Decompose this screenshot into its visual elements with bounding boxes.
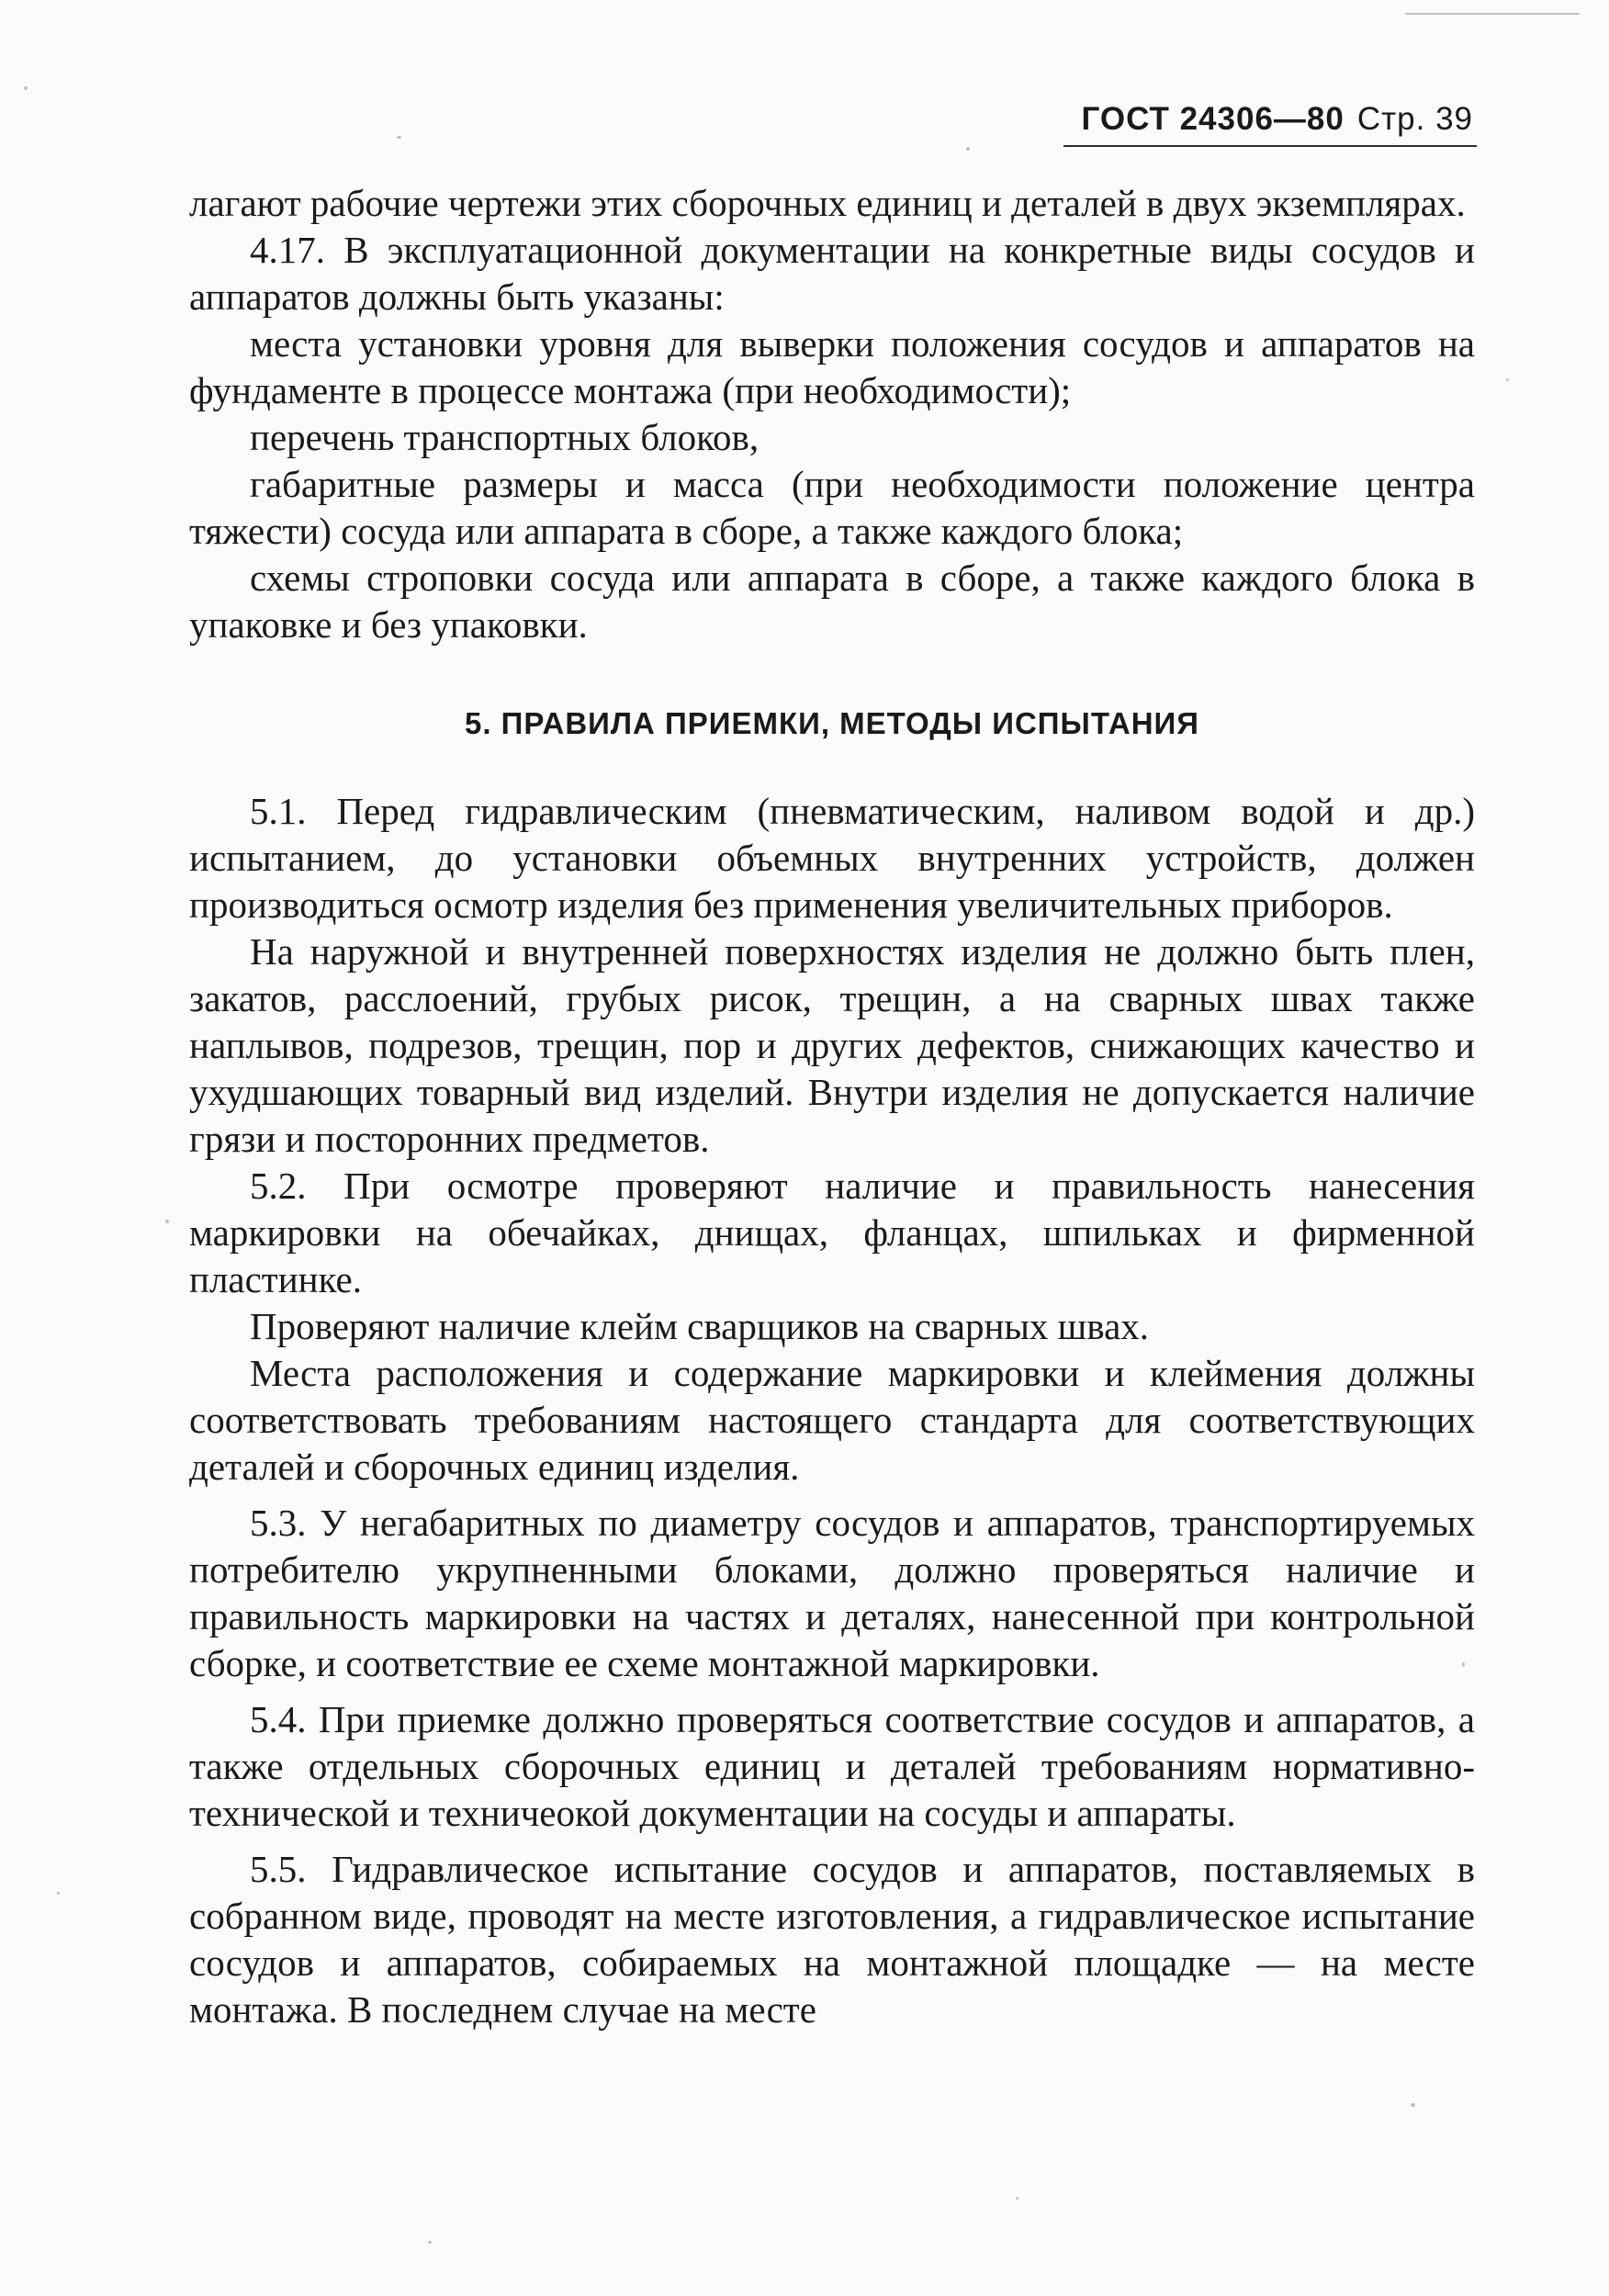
list-item-dimensions-mass: габаритные размеры и масса (при необходимости положение центра тяжести) сосуда или аппарата в сборе, а также каждого блока; xyxy=(189,463,1475,552)
paragraph-marking-placement: Места расположения и содержание маркировки и клеймения должны соответствовать требованиям настоящего стандарта для соответствующих деталей и сборочных единиц изделия. xyxy=(189,1352,1475,1488)
paragraph-continuation: лагают рабочие чертежи этих сборочных единиц и деталей в двух экземплярах. xyxy=(189,182,1466,224)
paragraph-surface-defects: На наружной и внутренней поверхностях изделия не должно быть плен, закатов, расслоений, грубых рисок, трещин, а на сварных швах также наплывов, подрезов, трещин, пор и других дефектов, снижающих качество и ухудшающих товарный вид изделий. Внутри изделия не допускается наличие грязи и посторонних предметов. xyxy=(189,930,1475,1160)
paragraph-5-2: 5.2. При осмотре проверяют наличие и правильность нанесения маркировки на обечайках, днищах, фланцах, шпильках и фирменной пластинке. xyxy=(189,1165,1475,1300)
scan-speck xyxy=(57,1892,60,1895)
page-number: Стр. 39 xyxy=(1356,101,1473,137)
list-item-slinging-schemes: схемы строповки сосуда или аппарата в сборе, а также каждого блока в упаковке и без упаковки. xyxy=(189,557,1475,646)
document-body xyxy=(189,180,1475,2033)
paragraph-4-17: 4.17. В эксплуатационной документации на конкретные виды сосудов и аппаратов должны быть указаны: xyxy=(189,229,1475,318)
scan-speck xyxy=(966,147,970,151)
scan-speck xyxy=(165,1220,169,1223)
paragraph-5-5: 5.5. Гидравлическое испытание сосудов и аппаратов, поставляемых в собранном виде, проводят на месте изготовления, а гидравлическое испытание сосудов и аппаратов, собираемых на монтажной площадке — на месте монтажа. В последнем случае на месте xyxy=(189,1848,1475,2031)
scan-speck xyxy=(1506,378,1509,381)
scan-speck xyxy=(1016,2197,1018,2200)
paragraph-welder-stamps: Проверяют наличие клейм сварщиков на сварных швах. xyxy=(250,1305,1150,1347)
paragraph-5-1: 5.1. Перед гидравлическим (пневматическим, наливом водой и др.) испытанием, до установки объемных внутренних устройств, должен производиться осмотр изделия без применения увеличительных приборов. xyxy=(189,790,1475,926)
paragraph-5-4: 5.4. При приемке должно проверяться соответствие сосудов и аппаратов, а также отдельных сборочных единиц и деталей требованиям нормативно-технической и техничеокой документации на сосуды и аппараты. xyxy=(189,1698,1475,1834)
scan-speck xyxy=(397,136,401,139)
page-header xyxy=(1081,101,1473,138)
section-heading: 5. ПРАВИЛА ПРИЕМКИ, МЕТОДЫ ИСПЫТАНИЯ xyxy=(464,706,1199,740)
document-code: ГОСТ 24306—80 xyxy=(1081,101,1345,137)
list-item-leveling-points: места установки уровня для выверки положения сосудов и аппаратов на фундаменте в процессе монтажа (при необходимости); xyxy=(189,322,1475,411)
scan-edge-mark xyxy=(1405,13,1580,15)
scan-speck xyxy=(24,86,28,90)
list-item-transport-blocks: перечень транспортных блоков, xyxy=(250,416,759,458)
paragraph-5-3: 5.3. У негабаритных по диаметру сосудов и аппаратов, транспортируемых потребителю укрупненными блоками, должно проверяться наличие и правильность маркировки на частях и деталях, нанесенной при контрольной сборке, и соответствие ее схеме монтажной маркировки. xyxy=(189,1502,1475,1684)
scan-speck xyxy=(1411,2103,1415,2107)
scan-speck xyxy=(428,2241,432,2244)
header-rule xyxy=(1063,145,1477,147)
